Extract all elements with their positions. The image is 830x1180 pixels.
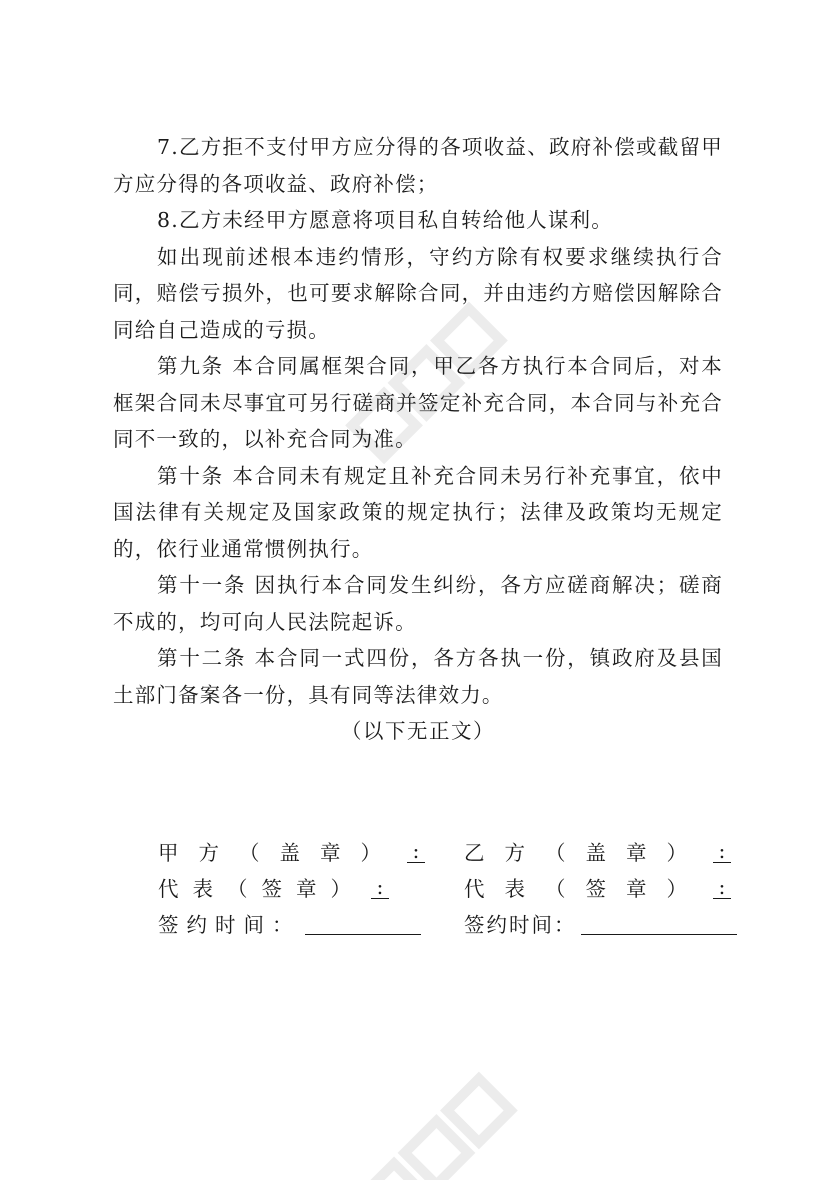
clause-8: 8.乙方未经甲方愿意将项目私自转给他人谋利。	[157, 208, 613, 232]
party-b-seal-field: :	[713, 840, 731, 863]
article-10: 第十条 本合同未有规定且补充合同未另行补充事宜，依中国法律有关规定及国家政策的规定执行；法律及政策均无规定的，依行业通常惯例执行。	[113, 463, 723, 561]
breach-remedy-paragraph: 如出现前述根本违约情形，守约方除有权要求继续执行合同，赔偿亏损外，也可要求解除合同，并由违约方赔偿因解除合 同给自己造成的亏损。	[113, 244, 723, 342]
clause-7: 7.乙方拒不支付甲方应分得的各项收益、政府补偿或截留甲 方应分得的各项收益、政府补偿；	[113, 135, 723, 196]
representative-row	[158, 869, 738, 905]
party-b-rep-label: 代表（签章）	[464, 877, 707, 901]
article-12: 第十二条 本合同一式四份，各方各执一份，镇政府及县国土部门备案各一份，具有同等法律效力。	[113, 646, 723, 707]
end-of-text-note: （以下无正文）	[341, 719, 495, 743]
signature-block	[158, 833, 738, 941]
party-b-seal-label: 乙方（盖章）	[464, 841, 707, 865]
party-a-date-field	[305, 912, 421, 935]
party-b-date-label: 签约时间：	[464, 913, 577, 937]
date-row	[158, 905, 738, 941]
party-a-rep-label: 代表（签章）	[158, 877, 365, 901]
party-a-seal-label: 甲方（盖章）	[158, 841, 401, 865]
article-11: 第十一条 因执行本合同发生纠纷，各方应磋商解决；磋商不成的，均可向人民法院起诉。	[113, 573, 723, 634]
party-b-date-field	[581, 912, 737, 935]
contract-body	[113, 129, 723, 750]
party-a-seal-field: :	[407, 840, 425, 863]
article-9: 第九条 本合同属框架合同，甲乙各方执行本合同后，对本框架合同未尽事宜可另行磋商并签定补充合同，本合同与补充合 同不一致的，以补充合同为准。	[113, 354, 723, 451]
party-a-date-label: 签约时间：	[158, 913, 301, 937]
party-b-rep-field: :	[713, 876, 731, 899]
party-a-rep-field: :	[371, 876, 389, 899]
watermark-bottom	[340, 1060, 540, 1180]
seal-row	[158, 833, 738, 869]
